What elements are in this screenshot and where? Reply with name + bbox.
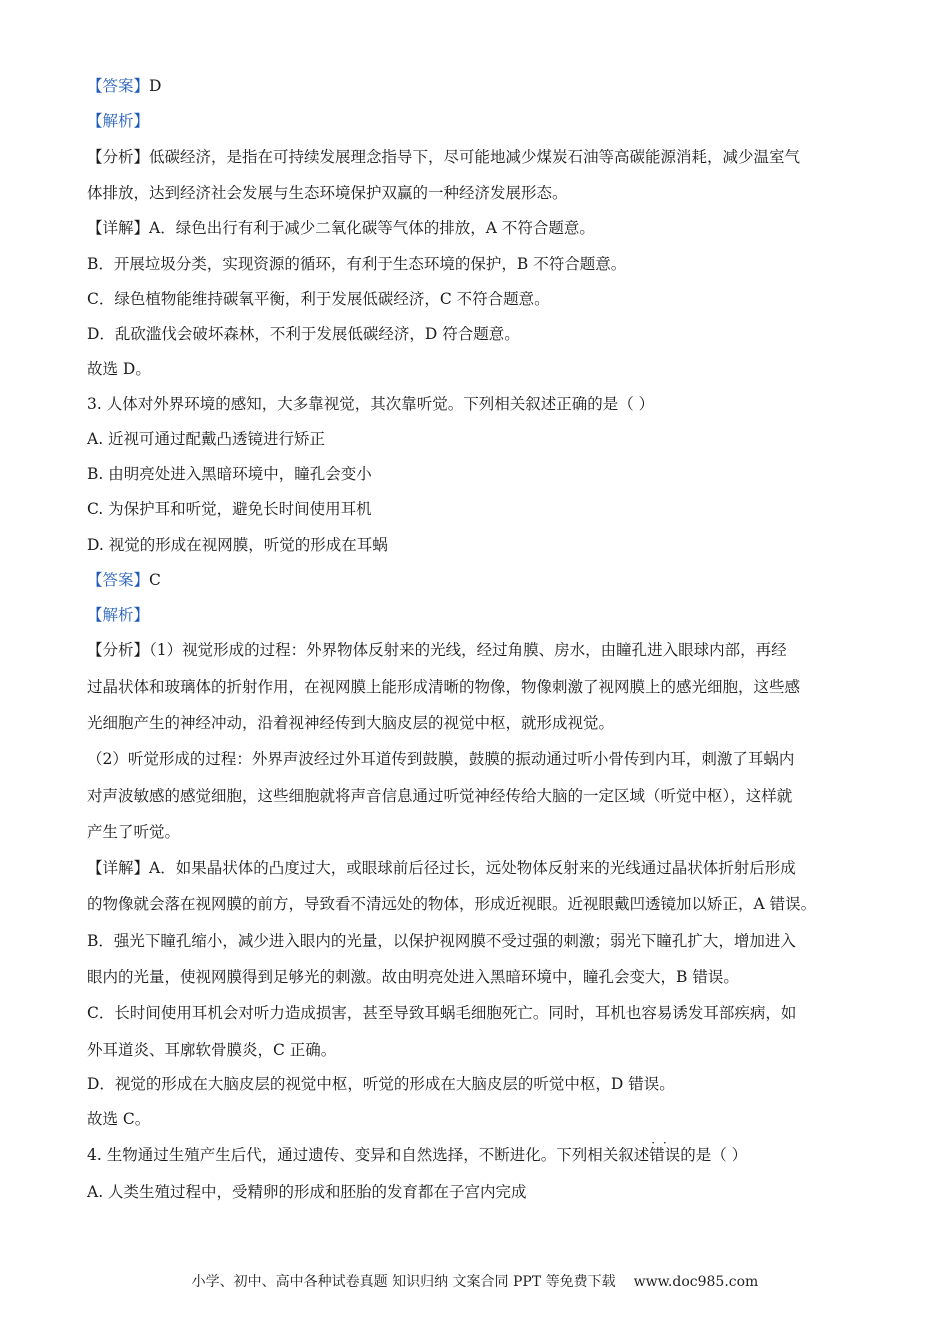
detail-tag: 【详解】 [87,219,150,237]
paragraph-text: （1）视觉形成的过程：外界物体反射来的光线，经过角膜、房水，由瞳孔进入眼球内部，再经 [149,641,787,659]
q3-option-b: B. 由明亮处进入黑暗环境中，瞳孔会变小 [87,465,372,483]
q2-analysis-heading [87,111,149,131]
q4-option-a: A. 人类生殖过程中，受精卵的形成和胚胎的发育都在子宫内完成 [87,1183,527,1201]
answer-value: C [149,571,161,589]
q3-detail-b-2: 眼内的光量，使视网膜得到足够光的刺激。故由明亮处进入黑暗环境中，瞳孔会变大，B 错误。 [87,968,739,986]
analysis-tag: 【解析】 [87,606,150,624]
answer-tag: 【答案】 [87,77,150,95]
stem-text-end: 的是（ ） [680,1146,748,1164]
q3-conclusion: 故选 C。 [87,1110,151,1128]
paragraph-text: A．如果晶状体的凸度过大，或眼球前后径过长，远处物体反射来的光线通过晶状体折射后形成 [149,859,796,877]
q2-answer-line [87,76,161,96]
fenxi-tag: 【分析】 [87,641,150,659]
stem-text: 4. 生物通过生殖产生后代，通过遗传、变异和自然选择，不断进化。下列相关叙述 [87,1146,650,1164]
fenxi-tag: 【分析】 [87,148,150,166]
page-footer [0,1271,950,1291]
q4-stem [87,1145,747,1165]
q2-detail-c: C．绿色植物能维持碳氧平衡，利于发展低碳经济，C 不符合题意。 [87,290,550,308]
paragraph-text: A．绿色出行有利于减少二氧化碳等气体的排放，A 不符合题意。 [149,219,595,237]
emphasis-word: · · 错误 [649,1145,680,1165]
analysis-tag: 【解析】 [87,112,150,130]
q3-fenxi-line-5: 对声波敏感的感觉细胞，这些细胞就将声音信息通过听觉神经传给大脑的一定区域（听觉中枢），这样就 [87,787,793,805]
q3-option-d: D. 视觉的形成在视网膜，听觉的形成在耳蜗 [87,536,388,554]
q3-option-c: C. 为保护耳和听觉，避免长时间使用耳机 [87,500,372,518]
q3-fenxi-line-1 [87,640,787,660]
detail-tag: 【详解】 [87,859,150,877]
q2-conclusion: 故选 D。 [87,360,151,378]
q3-option-a: A. 近视可通过配戴凸透镜进行矫正 [87,430,326,448]
q3-fenxi-line-6: 产生了听觉。 [87,823,181,841]
q3-detail-c-1: C．长时间使用耳机会对听力造成损害，甚至导致耳蜗毛细胞死亡。同时，耳机也容易诱发耳部疾病，如 [87,1004,797,1022]
q3-fenxi-line-4: （2）听觉形成的过程：外界声波经过外耳道传到鼓膜，鼓膜的振动通过听小骨传到内耳，刺激了耳蜗内 [87,750,795,768]
q3-stem: 3. 人体对外界环境的感知，大多靠视觉，其次靠听觉。下列相关叙述正确的是（ ） [87,395,655,413]
q2-detail-d: D．乱砍滥伐会破坏森林，不利于发展低碳经济，D 符合题意。 [87,325,520,343]
paragraph-text: 低碳经济，是指在可持续发展理念指导下，尽可能地减少煤炭石油等高碳能源消耗，减少温室气 [149,148,801,166]
q3-fenxi-line-2: 过晶状体和玻璃体的折射作用，在视网膜上能形成清晰的物像，物像刺激了视网膜上的感光细胞，这些感 [87,678,801,696]
q3-answer-line [87,570,161,590]
q3-detail-d: D．视觉的形成在大脑皮层的视觉中枢，听觉的形成在大脑皮层的听觉中枢，D 错误。 [87,1075,675,1093]
q3-detail-b-1: B．强光下瞳孔缩小，减少进入眼内的光量，以保护视网膜不受过强的刺激；弱光下瞳孔扩大，增加进入 [87,932,796,950]
q3-fenxi-line-3: 光细胞产生的神经冲动，沿着视神经传到大脑皮层的视觉中枢，就形成视觉。 [87,714,615,732]
footer-site-link[interactable]: www.doc985.com [633,1274,759,1290]
q2-fenxi-line-1 [87,147,800,167]
q2-detail-a [87,218,595,238]
q3-detail-c-2: 外耳道炎、耳廓软骨膜炎，C 正确。 [87,1041,337,1059]
q3-detail-a-1 [87,858,796,878]
footer-text: 小学、初中、高中各种试卷真题 知识归纳 文案合同 PPT 等免费下载 [191,1274,616,1290]
q2-fenxi-line-2: 体排放，达到经济社会发展与生态环境保护双赢的一种经济发展形态。 [87,184,568,202]
answer-value: D [149,77,162,95]
q2-detail-b: B．开展垃圾分类，实现资源的循环，有利于生态环境的保护，B 不符合题意。 [87,255,627,273]
q3-detail-a-2: 的物像就会落在视网膜的前方，导致看不清远处的物体，形成近视眼。近视眼戴凹透镜加以矫正，A 错误。 [87,895,817,913]
answer-tag: 【答案】 [87,571,150,589]
q3-analysis-heading [87,605,149,625]
